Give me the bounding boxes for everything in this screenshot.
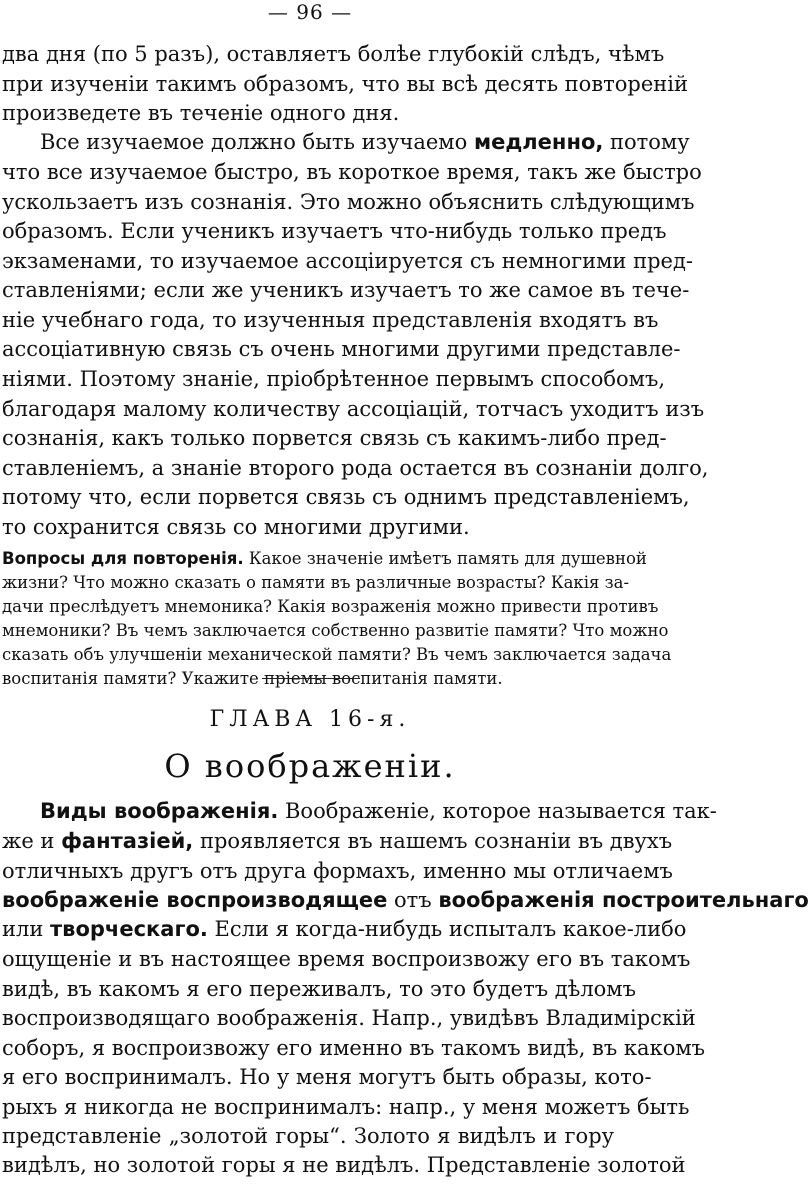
text-line: то сохранится связь со многими другими.: [2, 515, 470, 539]
questions-line: [2, 548, 647, 572]
text-line: сознанія, какъ только порвется связь съ какимъ-либо пред-: [2, 426, 667, 450]
text-span: потому: [603, 130, 690, 154]
emphasis-text: воображеніе воспроизводящее: [2, 888, 388, 912]
text-line: что все изучаемое быстро, въ короткое время, такъ же быстро: [2, 160, 702, 184]
section-heading: Виды воображенія.: [40, 799, 279, 823]
text-line: экзаменами, то изучаемое ассоціируется съ немногими пред-: [2, 249, 694, 273]
questions-line: жизни? Что можно сказать о памяти въ различные возрасты? Какія за-: [2, 573, 630, 592]
text-span: же и: [2, 829, 62, 853]
text-line: произведете въ теченіе одного дня.: [2, 101, 400, 125]
text-line: соборъ, я воспроизвожу его именно въ такомъ видѣ, въ какомъ: [2, 1036, 706, 1060]
text-span: Воображеніе, которое называется так-: [278, 799, 717, 823]
text-line: отличныхъ другъ отъ друга формахъ, именно мы отличаемъ: [2, 859, 673, 883]
text-line: видѣ, въ какомъ я его переживалъ, то это будетъ дѣломъ: [2, 977, 636, 1001]
text-line: ставленіями; если же ученикъ изучаетъ то же самое въ тече-: [2, 278, 690, 302]
text-line: ніе учебнаго года, то изученныя представленія входятъ въ: [2, 308, 659, 332]
text-line: благодаря малому количеству ассоціацій, тотчасъ уходитъ изъ: [2, 397, 705, 421]
text-line: [40, 797, 717, 827]
questions-line: дачи преслѣдуетъ мнемоника? Какія возраженія можно привести противъ: [2, 597, 659, 616]
text-line: [2, 827, 673, 857]
text-span: Все изучаемое должно быть изучаемо: [40, 130, 474, 154]
emphasis-text: фантазіей,: [61, 829, 194, 853]
questions-line: воспитанія памяти? Укажите пріемы воспитанія памяти.: [2, 669, 503, 688]
questions-line: сказать объ улучшеніи механической памяти? Въ чемъ заключается задача: [2, 645, 672, 664]
page-number: — 96 —: [267, 0, 353, 24]
text-line: [2, 915, 687, 945]
emphasis-text: воображенія построительнаго: [438, 888, 809, 912]
text-span: Если я когда-нибудь испыталъ какое-либо: [207, 917, 687, 941]
questions-line: мнемоники? Въ чемъ заключается собственно развитіе памяти? Что можно: [2, 621, 669, 640]
text-span: Какое значеніе имѣетъ память для душевной: [243, 549, 647, 568]
emphasis-text: творческаго.: [50, 917, 208, 941]
text-line: [2, 886, 809, 916]
text-line: ускользаетъ изъ сознанія. Это можно объяснить слѣдующимъ: [2, 190, 695, 214]
text-line: ощущеніе и въ настоящее время воспроизвожу его въ такомъ: [2, 947, 691, 971]
text-line: потому что, если порвется связь съ однимъ представленіемъ,: [2, 485, 690, 509]
text-line: ассоціативную связь съ очень многими другими представле-: [2, 337, 681, 361]
text-line: образомъ. Если ученикъ изучаетъ что-нибудь только предъ: [2, 219, 667, 243]
text-line: ставленіемъ, а знаніе второго рода остается въ сознаніи долго,: [2, 456, 709, 480]
chapter-label: ГЛАВА 16-я.: [209, 707, 411, 732]
text-span: или: [2, 917, 51, 941]
text-line: видѣлъ, но золотой горы я не видѣлъ. Представленіе золотой: [2, 1153, 686, 1177]
text-line: воспроизводящаго воображенія. Напр., увидѣвъ Владимірскій: [2, 1006, 696, 1030]
text-line: ніями. Поэтому знаніе, пріобрѣтенное первымъ способомъ,: [2, 367, 666, 391]
section-divider: [262, 678, 360, 679]
text-line: [40, 128, 690, 158]
text-span: отъ: [387, 888, 439, 912]
chapter-title: О воображеніи.: [164, 747, 456, 785]
text-line: рыхъ я никогда не воспринималъ: напр., у меня можетъ быть: [2, 1095, 690, 1119]
text-line: два дня (по 5 разъ), оставляетъ болѣе глубокій слѣдъ, чѣмъ: [2, 42, 665, 66]
text-line: при изученіи такимъ образомъ, что вы всѣ десять повтореній: [2, 72, 688, 96]
questions-heading: Вопросы для повторенія.: [2, 549, 244, 568]
text-line: я его воспринималъ. Но у меня могутъ быть образы, кото-: [2, 1065, 652, 1089]
emphasis-text: медленно,: [473, 130, 604, 154]
text-line: представленіе „золотой горы“. Золото я видѣлъ и гору: [2, 1124, 614, 1148]
text-span: проявляется въ нашемъ сознаніи въ двухъ: [193, 829, 673, 853]
